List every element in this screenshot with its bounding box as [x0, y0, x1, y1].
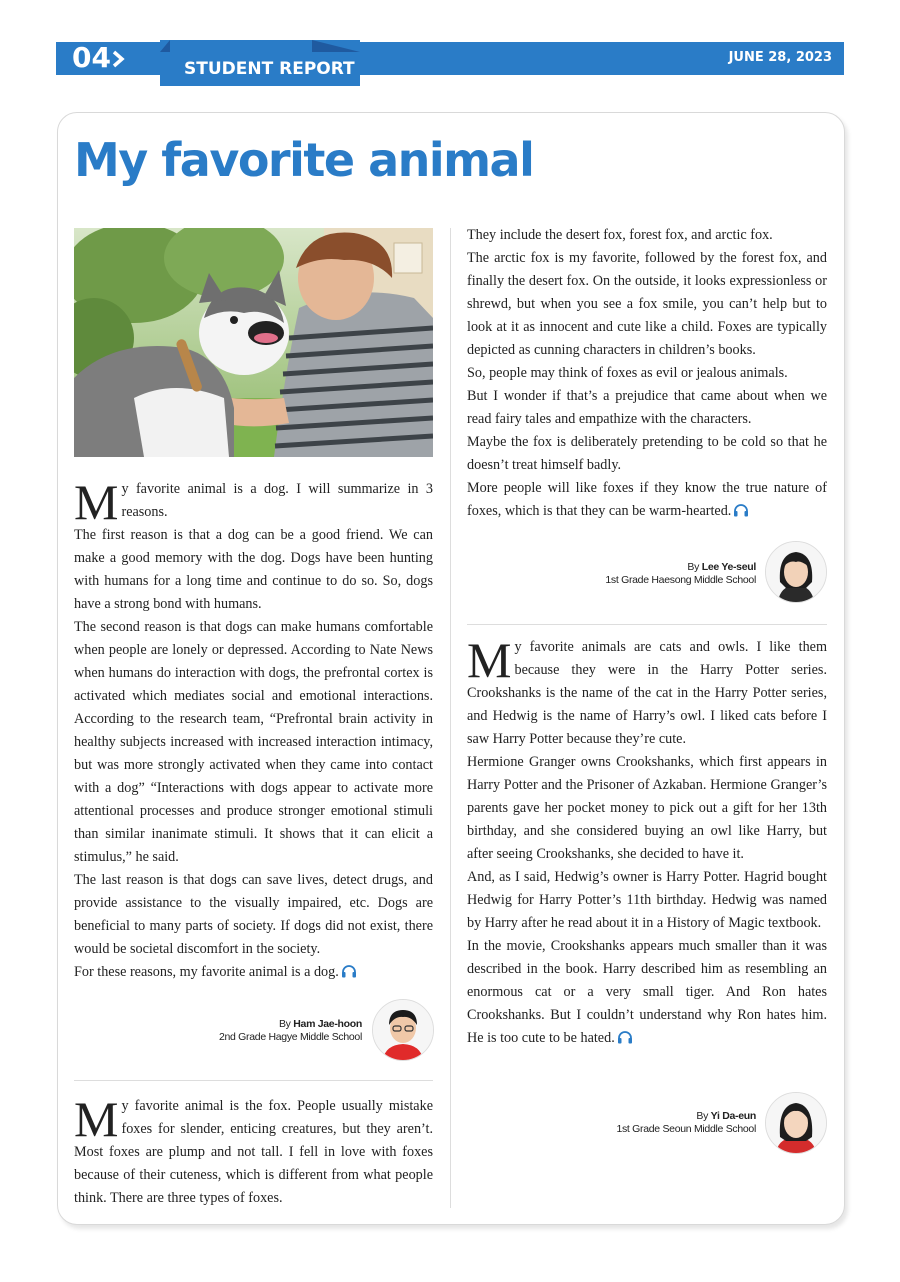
paragraph: The first reason is that a dog can be a good friend. We can make a good memory with the dog. Dogs have been hunting with humans for a long time and continue to do so. So, dogs have a strong bond with humans. — [74, 527, 433, 612]
author-school: 2nd Grade Hagye Middle School — [218, 1031, 362, 1043]
paragraph: So, people may think of foxes as evil or jealous animals. — [467, 365, 788, 381]
byline-cats: By Yi Da-eun 1st Grade Seoun Middle School — [616, 1110, 756, 1135]
author-name: Yi Da-eun — [710, 1110, 756, 1122]
divider — [467, 624, 827, 625]
author-school: 1st Grade Haesong Middle School — [605, 574, 756, 586]
paragraph-last: More people will like foxes if they know the true nature of foxes, which is that they can be warm-hearted. — [467, 480, 827, 519]
author-name: Lee Ye-seul — [701, 561, 756, 573]
section-title: STUDENT REPORT — [184, 59, 355, 79]
dropcap: M — [74, 474, 119, 530]
paragraph: The second reason is that dogs can make humans comfortable when people are lonely or depressed. According to Nate News when humans do interaction with dogs, the prefrontal cortex is activated which mediates social and emotional interactions. According to the research team, “Prefrontal brain activity in healthy subjects increased with increased interaction intimacy, but was more strongly activated when they came into contact with a dog” “Interactions with dogs appear to activate more attentional processes and produce stronger emotional stimuli than similar inanimate stimuli. It shows that it can elicit a stimulus,” he said. — [74, 619, 433, 865]
paragraph-last: In the movie, Crookshanks appears much smaller than it was described in the book. Harry described him as resembling an enormous cat or a very small tiger. And Ron hates Crookshanks. But I couldn’t understand why Ron hates him. He is too cute to be hated. — [467, 938, 827, 1046]
column-divider — [450, 228, 451, 1208]
section-tab-fold-left — [160, 40, 170, 52]
article-dog — [74, 474, 433, 984]
byline-fox: By Lee Ye-seul 1st Grade Haesong Middle School — [605, 561, 756, 586]
dropcap: M — [467, 632, 512, 688]
dog-photo — [74, 228, 433, 457]
boy-with-husky-illustration — [74, 228, 433, 457]
avatar — [372, 999, 434, 1061]
paragraph-last: For these reasons, my favorite animal is a dog. — [74, 961, 433, 984]
byline-dog: By Ham Jae-hoon 2nd Grade Hagye Middle School — [218, 1018, 362, 1043]
arrow-right-icon — [111, 50, 125, 68]
article-fox-intro: My favorite animal is the fox. People usually mistake foxes for slender, enticing creatures, but they aren’t. Most foxes are plump and not tall. I fell in love with foxes because of their cuteness, which is different from what people think. There are three types of foxes. — [74, 1091, 433, 1206]
paragraph: Hermione Granger owns Crookshanks, which first appears in Harry Potter and the Prisoner of Azkaban. Hermione Granger’s parents gave her pocket money to pick out a gift for her 13th birthday, and she considered buying an owl like Harry, but after seeing Crookshanks, she decided to have it. — [467, 754, 827, 862]
paragraph: The arctic fox is my favorite, followed by the forest fox, and finally the desert fox. On the outside, it looks expressionless or shrewd, but when you see a fox smile, you can’t help but to look at it as innocent and cute like a child. Foxes are typically depicted as cunning characters in children’s books. — [467, 250, 827, 358]
paragraph: But I wonder if that’s a prejudice that came about when we read fairy tales and empathize with the characters. — [467, 388, 827, 427]
page-title: My favorite animal — [74, 133, 534, 187]
headphones-icon — [733, 503, 749, 517]
avatar — [765, 1092, 827, 1154]
paragraph: Maybe the fox is deliberately pretending to be cold so that he doesn’t treat himself badly. — [467, 434, 827, 473]
author-school: 1st Grade Seoun Middle School — [616, 1123, 756, 1135]
section-tab-fold-right — [312, 40, 360, 52]
paragraph: They include the desert fox, forest fox, and arctic fox. — [467, 227, 773, 243]
paragraph: And, as I said, Hedwig’s owner is Harry Potter. Hagrid bought Hedwig for Harry Potter’s 11th birthday. Hedwig was named by Harry after he read about it in a History of Magic textbook. — [467, 869, 827, 931]
issue-date: JUNE 28, 2023 — [728, 50, 832, 65]
headphones-icon — [617, 1030, 633, 1044]
author-name: Ham Jae-hoon — [293, 1018, 362, 1030]
article-fox-part1 — [74, 1091, 433, 1210]
paragraph: The last reason is that dogs can save lives, detect drugs, and provide assistance to the visually impaired, etc. Dogs are beneficial to many parts of society. If dogs did not exist, there would be societal discomfort in the society. — [74, 872, 433, 957]
headphones-icon — [341, 964, 357, 978]
article-cats — [467, 632, 827, 1050]
dropcap: M — [74, 1091, 119, 1147]
page-number: 04 — [72, 41, 111, 74]
article-fox-part2 — [467, 224, 827, 523]
avatar — [765, 541, 827, 603]
article-dog-intro: My favorite animal is a dog. I will summarize in 3 reasons. — [74, 474, 433, 530]
article-cats-intro: My favorite animals are cats and owls. I like them because they were in the Harry Potter series. Crookshanks is the name of the cat in the Harry Potter series, and Hedwig is the name of Harry’s owl. I liked cats before I saw Harry Potter because they’re cute. — [467, 632, 827, 747]
divider — [74, 1080, 433, 1081]
